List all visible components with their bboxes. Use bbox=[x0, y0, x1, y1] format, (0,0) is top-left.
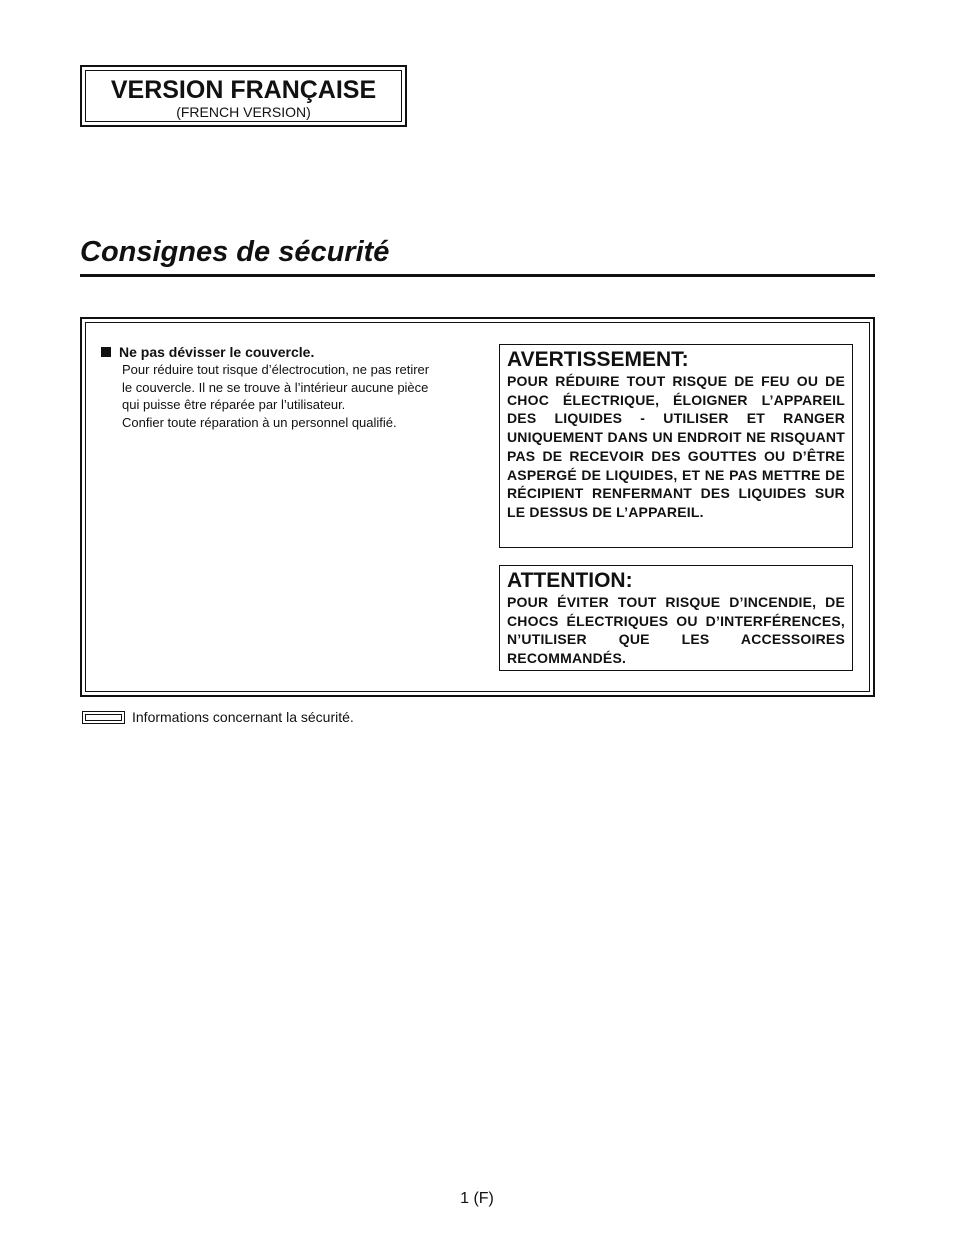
avertissement-title: AVERTISSEMENT: bbox=[507, 348, 689, 371]
attention-text: POUR ÉVITER TOUT RISQUE D’INCENDIE, DE CHOCS ÉLECTRIQUES OU D’INTERFÉRENCES, N’UTILISER QUE LES ACCESSOIRES RECOMMANDÉS. bbox=[507, 594, 845, 667]
cover-notice-line: Pour réduire tout risque d’électrocution, ne pas retirer bbox=[122, 362, 430, 377]
avertissement-text: POUR RÉDUIRE TOUT RISQUE DE FEU OU DE CHOC ÉLECTRIQUE, ÉLOIGNER L’APPAREIL DES LIQUIDES - UTILISER ET RANGER UNIQUEMENT DANS UN ENDROIT NE RISQUANT PAS DE RECEVOIR DES GOUTTES OU D’ÊTRE ASPERGÉ DE LIQUIDES, ET NE PAS METTRE DE RÉCIPIENT RENFERMANT DES LIQUIDES SUR LE DESSUS DE L’APPAREIL. bbox=[507, 373, 845, 520]
cover-notice-line: Confier toute réparation à un personnel qualifié. bbox=[122, 414, 397, 430]
cover-notice-body bbox=[122, 361, 466, 431]
double-frame-swatch-icon bbox=[82, 711, 125, 724]
version-title: VERSION FRANÇAISE bbox=[110, 76, 377, 104]
legend-text: Informations concernant la sécurité. bbox=[132, 709, 354, 725]
cover-notice bbox=[101, 343, 466, 431]
version-box-inner bbox=[85, 70, 402, 122]
safety-frame bbox=[80, 317, 875, 697]
safety-frame-inner bbox=[85, 322, 870, 692]
page-number: 1 (F) bbox=[460, 1190, 494, 1207]
safety-legend bbox=[82, 708, 354, 726]
double-frame-swatch-inner bbox=[85, 714, 122, 721]
version-box bbox=[80, 65, 407, 127]
version-subtitle: (FRENCH VERSION) bbox=[176, 104, 311, 120]
attention-title: ATTENTION: bbox=[507, 569, 633, 592]
avertissement-box bbox=[499, 344, 853, 548]
attention-box bbox=[499, 565, 853, 671]
cover-notice-title: Ne pas dévisser le couvercle. bbox=[119, 344, 315, 360]
cover-notice-line: le couvercle. Il ne se trouve à l’intérieur aucune pièce bbox=[122, 379, 429, 395]
cover-notice-line: qui puisse être réparée par l’utilisateur. bbox=[122, 397, 346, 412]
page-title: Consignes de sécurité bbox=[80, 236, 390, 268]
bullet-square-icon bbox=[101, 347, 111, 357]
cover-notice-heading bbox=[101, 343, 466, 361]
title-rule bbox=[80, 274, 875, 277]
